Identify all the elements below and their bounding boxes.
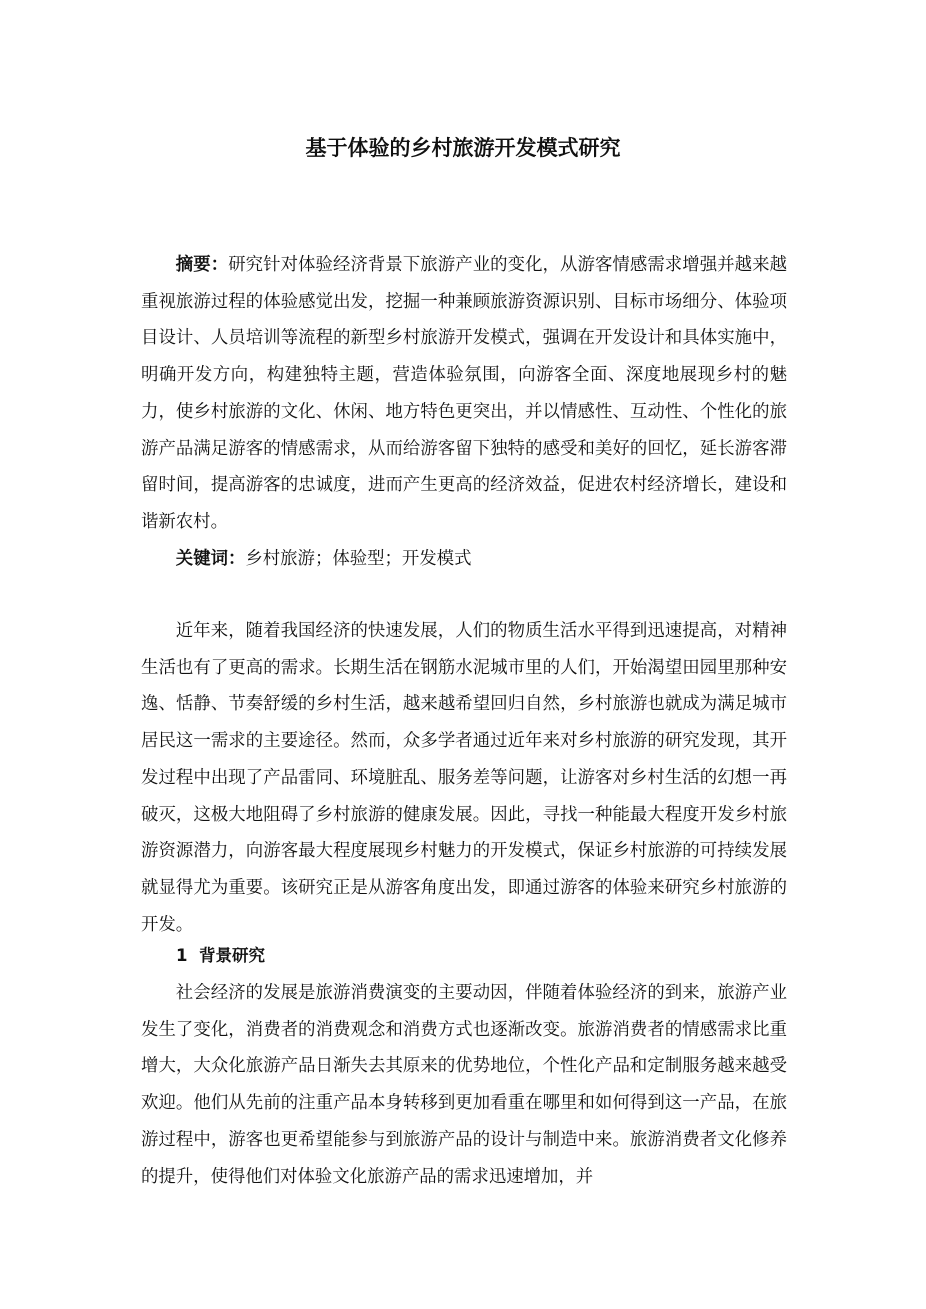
paper-title: 基于体验的乡村旅游开发模式研究 — [305, 136, 621, 160]
section-paragraph: 社会经济的发展是旅游消费演变的主要动因，伴随着体验经济的到来，旅游产业发生了变化，消费者的消费观念和消费方式也逐渐改变。旅游消费者的情感需求比重增大，大众化旅游产品日渐失去其原来的优势地位，个性化产品和定制服务越来越受欢迎。他们从先前的注重产品本身转移到更加看重在哪里和如何得到这一产品，在旅游过程中，游客也更希望能参与到旅游产品的设计与制造中来。旅游消费者文化修养的提升，使得他们对体验文化旅游产品的需求迅速增加，并 — [141, 983, 787, 1187]
abstract-paragraph — [141, 247, 787, 541]
introduction-section — [141, 613, 787, 943]
keywords-section — [141, 541, 787, 578]
abstract-text: 研究针对体验经济背景下旅游产业的变化，从游客情感需求增强并越来越重视旅游过程的体验感觉出发，挖掘一种兼顾旅游资源识别、目标市场细分、体验项目设计、人员培训等流程的新型乡村旅游开发模式，强调在开发设计和具体实施中，明确开发方向，构建独特主题，营造体验氛围，向游客全面、深度地展现乡村的魅力，使乡村旅游的文化、休闲、地方特色更突出，并以情感性、互动性、个性化的旅游产品满足游客的情感需求，从而给游客留下独特的感受和美好的回忆，延长游客滞留时间，提高游客的忠诚度，进而产生更高的经济效益，促进农村经济增长，建设和谐新农村。 — [141, 255, 787, 532]
section-body — [141, 975, 787, 1195]
introduction-paragraph: 近年来，随着我国经济的快速发展，人们的物质生活水平得到迅速提高，对精神生活也有了更高的需求。长期生活在钢筋水泥城市里的人们，开始渴望田园里那种安逸、恬静、节奏舒缓的乡村生活，越来越希望回归自然，乡村旅游也就成为满足城市居民这一需求的主要途径。然而，众多学者通过近年来对乡村旅游的研究发现，其开发过程中出现了产品雷同、环境脏乱、服务差等问题，让游客对乡村生活的幻想一再破灭，这极大地阻碍了乡村旅游的健康发展。因此，寻找一种能最大程度开发乡村旅游资源潜力，向游客最大程度展现乡村魅力的开发模式，保证乡村旅游的可持续发展就显得尤为重要。该研究正是从游客角度出发，即通过游客的体验来研究乡村旅游的开发。 — [141, 621, 787, 935]
section-heading: 1 背景研究 — [176, 946, 265, 965]
keywords-text: 乡村旅游；体验型；开发模式 — [245, 549, 472, 569]
abstract-section — [141, 247, 787, 541]
abstract-label: 摘要： — [175, 255, 229, 275]
keywords-label: 关键词： — [175, 549, 246, 569]
keywords-paragraph — [141, 541, 787, 578]
